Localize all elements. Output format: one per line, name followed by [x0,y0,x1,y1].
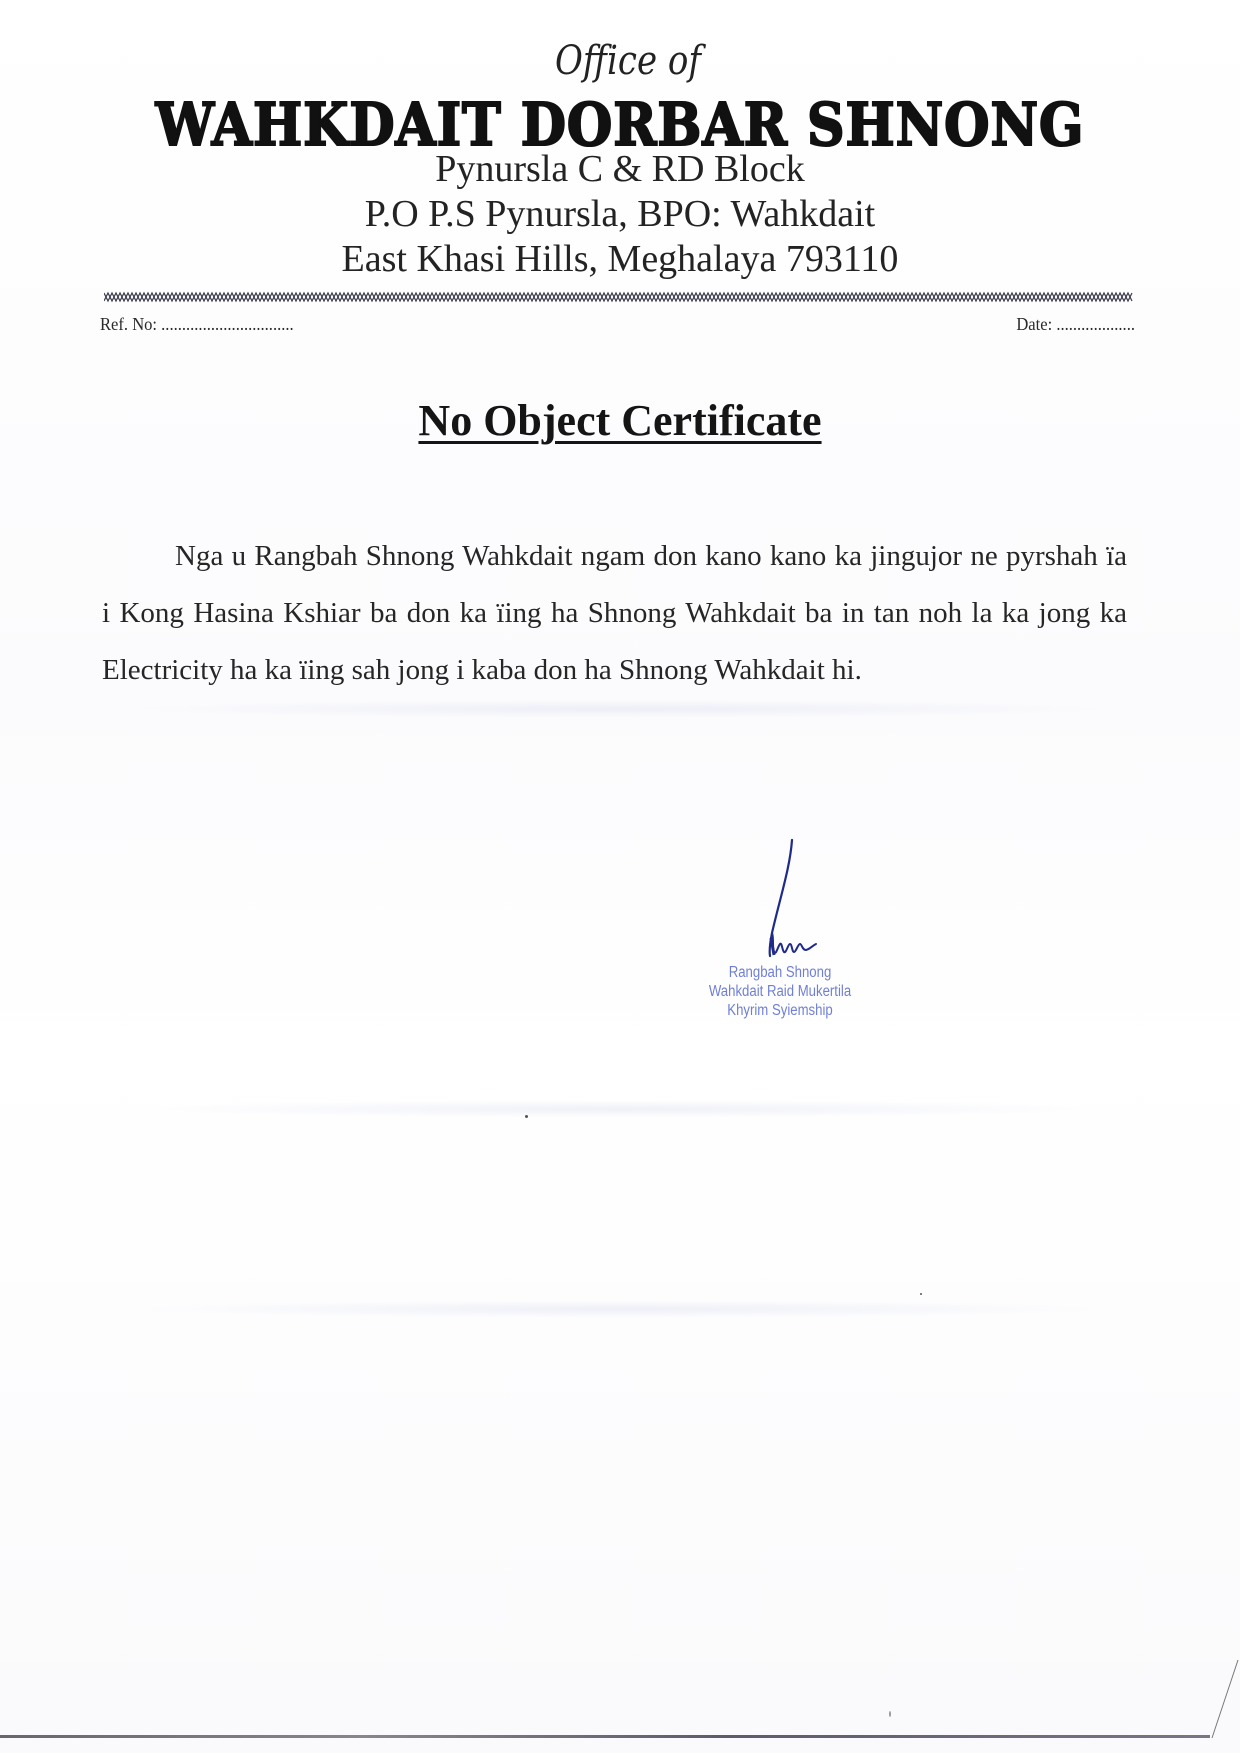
paper-crease [120,1300,1120,1318]
stamp-line-1: Rangbah Shnong [728,964,832,981]
scan-speck [889,1711,891,1717]
letterhead-office-of: Office of [555,38,701,84]
paper-crease [120,1100,1120,1118]
paper-corner-edge [1200,1660,1240,1740]
paper-bottom-edge [0,1735,1210,1738]
date-field: Date: ................... [1016,314,1135,334]
letterhead-organization: WAHKDAIT DORBAR SHNONG [155,90,1085,160]
certificate-title-text: No Object Certificate [418,396,822,445]
scan-speck [525,1115,528,1118]
official-stamp [687,963,874,1020]
stamp-line-2: Wahkdait Raid Mukertila [708,983,852,1000]
letterhead-address-line-1: Pynursla C & RD Block [435,148,805,190]
stamp-line-3: Khyrim Syiemship [727,1002,833,1019]
scan-speck [920,1293,922,1295]
paper-crease [120,700,1120,718]
signature-image [750,838,830,963]
letterhead-address-line-2: P.O P.S Pynursla, BPO: Wahkdait [364,193,876,235]
ref-number-field: Ref. No: ................................ [100,314,294,334]
certificate-title [0,395,1240,446]
letterhead-divider [104,291,1134,303]
certificate-body: Nga u Rangbah Shnong Wahkdait ngam don kano kano ka jingujor ne pyrshah ïa i Kong Hasina Kshiar ba don ka ïing ha Shnong Wahkdait ba in tan noh la ka jong ka Electricity ha ka ïing sah jong i kaba don ha Shnong Wahkdait hi. [102,540,1127,686]
letterhead-address-line-3: East Khasi Hills, Meghalaya 793110 [341,238,899,280]
reference-row [100,314,1135,338]
